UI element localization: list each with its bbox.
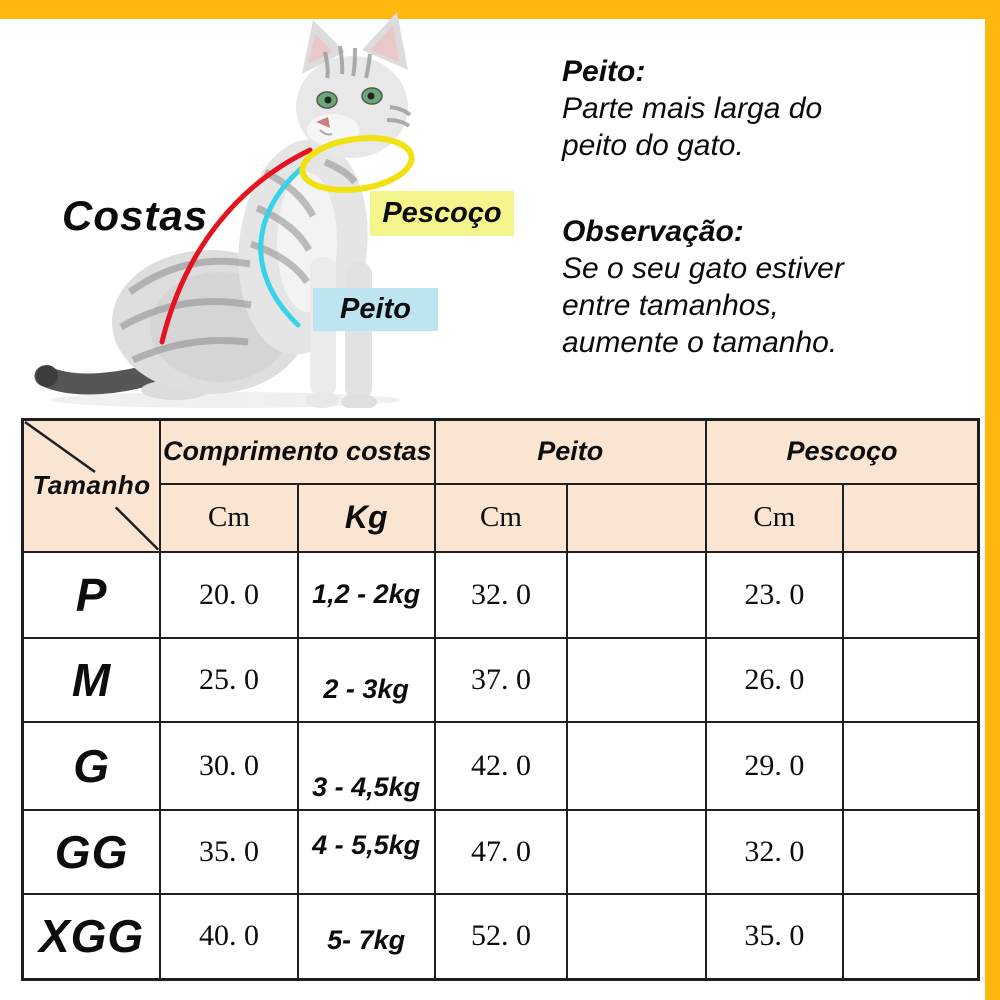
peito-chip-label: Peito — [340, 293, 411, 325]
subheader-pescoco-extra — [843, 484, 979, 552]
cat-front-leg — [345, 262, 372, 400]
pescoco-cm-cell: 35. 0 — [706, 894, 843, 980]
peito-cm-cell: 52. 0 — [435, 894, 568, 980]
kg-value: 2 - 3kg — [323, 674, 409, 704]
corner-header-label: Tamanho — [32, 470, 151, 501]
costas-cm-cell: 30. 0 — [160, 722, 298, 810]
observacao-note-line: entre tamanhos, — [562, 289, 779, 322]
peito-cm-cell: 42. 0 — [435, 722, 568, 810]
kg-cell — [298, 638, 435, 722]
pescoco-extra-cell — [843, 638, 979, 722]
costas-cm-cell: 25. 0 — [160, 638, 298, 722]
kg-value: 5- 7kg — [327, 924, 406, 955]
observacao-note-line: Se o seu gato estiver — [562, 252, 844, 285]
peito-note-title: Peito: — [562, 55, 646, 88]
peito-extra-cell — [567, 722, 706, 810]
peito-note-line: Parte mais larga do — [562, 92, 823, 125]
kg-cell — [298, 722, 435, 810]
group-header-comprimento-costas: Comprimento costas — [160, 420, 434, 484]
table-row-xgg — [23, 894, 979, 980]
right-accent-bar — [985, 0, 1000, 1000]
pescoco-extra-cell — [843, 552, 979, 638]
pescoco-extra-cell — [843, 722, 979, 810]
costas-cm-cell: 20. 0 — [160, 552, 298, 638]
peito-extra-cell — [567, 810, 706, 894]
kg-cell — [298, 894, 435, 980]
table-row-g — [23, 722, 979, 810]
costas-cm-cell: 40. 0 — [160, 894, 298, 980]
peito-cm-cell: 32. 0 — [435, 552, 568, 638]
peito-cm-cell: 47. 0 — [435, 810, 568, 894]
subheader-peito-cm: Cm — [435, 484, 568, 552]
peito-cm-cell: 37. 0 — [435, 638, 568, 722]
peito-extra-cell — [567, 894, 706, 980]
corner-header-cell — [23, 420, 161, 552]
kg-cell — [298, 552, 435, 638]
size-table — [21, 418, 980, 981]
costas-label: Costas — [62, 192, 209, 239]
table-row-m — [23, 638, 979, 722]
observacao-note-title: Observação: — [562, 215, 744, 248]
group-header-pescoco: Pescoço — [706, 420, 979, 484]
pescoco-chip — [370, 191, 514, 236]
kg-value: 3 - 4,5kg — [312, 772, 421, 802]
size-cell: GG — [23, 810, 161, 894]
peito-extra-cell — [567, 638, 706, 722]
table-row-p — [23, 552, 979, 638]
pescoco-extra-cell — [843, 810, 979, 894]
kg-value: 4 - 5,5kg — [312, 830, 421, 860]
cat-tail-tip — [36, 365, 58, 387]
pescoco-cm-cell: 26. 0 — [706, 638, 843, 722]
notes-spacer — [562, 164, 844, 213]
kg-value: 1,2 - 2kg — [312, 579, 421, 609]
subheader-pescoco-cm: Cm — [706, 484, 843, 552]
pescoco-extra-cell — [843, 894, 979, 980]
pescoco-cm-cell: 32. 0 — [706, 810, 843, 894]
pescoco-chip-label: Pescoço — [382, 197, 502, 229]
observacao-note-line: aumente o tamanho. — [562, 326, 838, 359]
group-header-peito: Peito — [435, 420, 706, 484]
costas-cm-cell: 35. 0 — [160, 810, 298, 894]
peito-note-line: peito do gato. — [562, 129, 744, 162]
peito-extra-cell — [567, 552, 706, 638]
size-cell: G — [23, 722, 161, 810]
subheader-costas-cm: Cm — [160, 484, 298, 552]
subheader-costas-kg: Kg — [298, 484, 435, 552]
size-cell: M — [23, 638, 161, 722]
subheader-peito-extra — [567, 484, 706, 552]
pescoco-cm-cell: 23. 0 — [706, 552, 843, 638]
size-cell: P — [23, 552, 161, 638]
pescoco-cm-cell: 29. 0 — [706, 722, 843, 810]
kg-cell — [298, 810, 435, 894]
peito-chip — [313, 288, 438, 331]
table-row-gg — [23, 810, 979, 894]
notes-block — [562, 53, 844, 361]
size-cell: XGG — [23, 894, 161, 980]
